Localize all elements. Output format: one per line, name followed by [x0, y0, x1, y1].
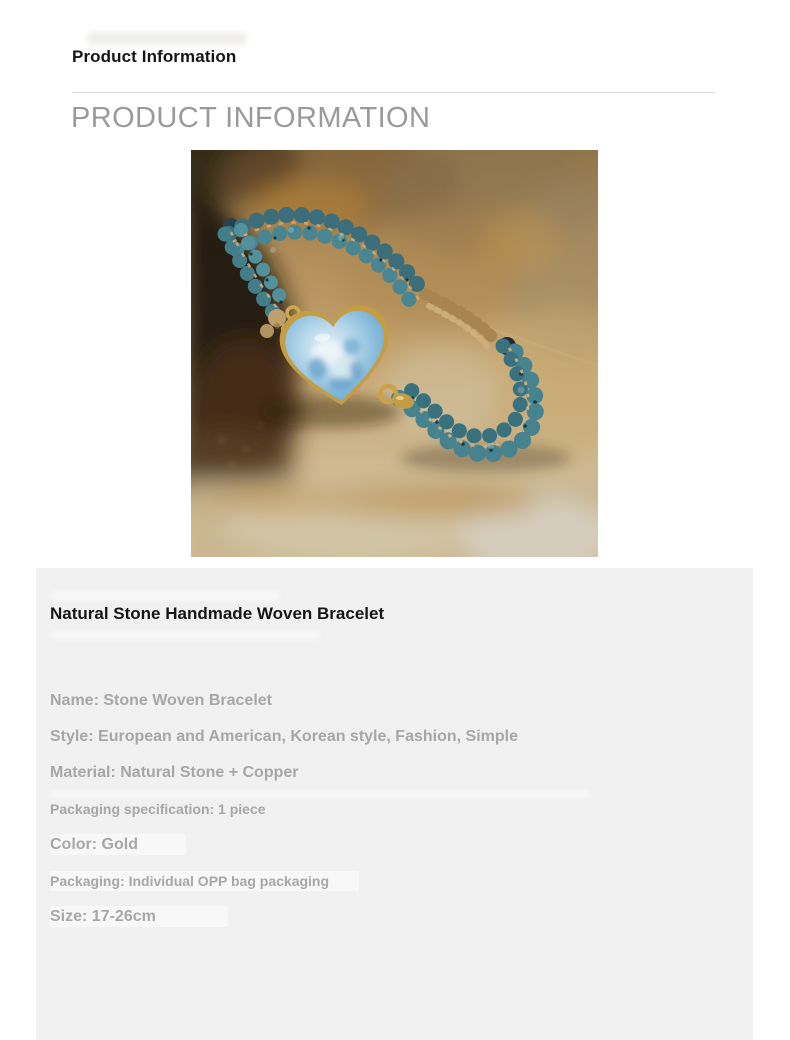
- section-heading: PRODUCT INFORMATION: [71, 102, 431, 134]
- spec-text: Packaging specification: 1 piece: [50, 801, 266, 817]
- spec-text: Color: Gold: [50, 834, 186, 855]
- faded-text-artifact: [50, 592, 280, 600]
- spec-row-material: [50, 755, 739, 791]
- spec-list: [50, 683, 739, 935]
- faded-text-artifact: [88, 32, 246, 45]
- spec-row-name: [50, 683, 739, 719]
- spec-text: Size: 17-26cm: [50, 906, 228, 927]
- product-info-panel: [36, 568, 753, 1040]
- spec-row-color: [50, 827, 739, 863]
- bracelet-photo-illustration: [191, 150, 598, 557]
- spec-row-size: [50, 899, 739, 935]
- faded-text-artifact: [50, 631, 320, 639]
- spec-row-style: [50, 719, 739, 755]
- spec-row-packaging: [50, 863, 739, 899]
- spec-row-packaging-spec: [50, 791, 739, 827]
- spec-text: Material: Natural Stone + Copper: [50, 764, 299, 781]
- spec-text: Style: European and American, Korean style, Fashion, Simple: [50, 728, 518, 745]
- product-title: Natural Stone Handmade Woven Bracelet: [50, 604, 385, 623]
- spec-text: Packaging: Individual OPP bag packaging: [50, 871, 359, 891]
- spec-text: Name: Stone Woven Bracelet: [50, 692, 272, 709]
- page-title: Product Information: [72, 47, 237, 66]
- header-divider: [72, 92, 715, 93]
- product-photo: [191, 150, 598, 557]
